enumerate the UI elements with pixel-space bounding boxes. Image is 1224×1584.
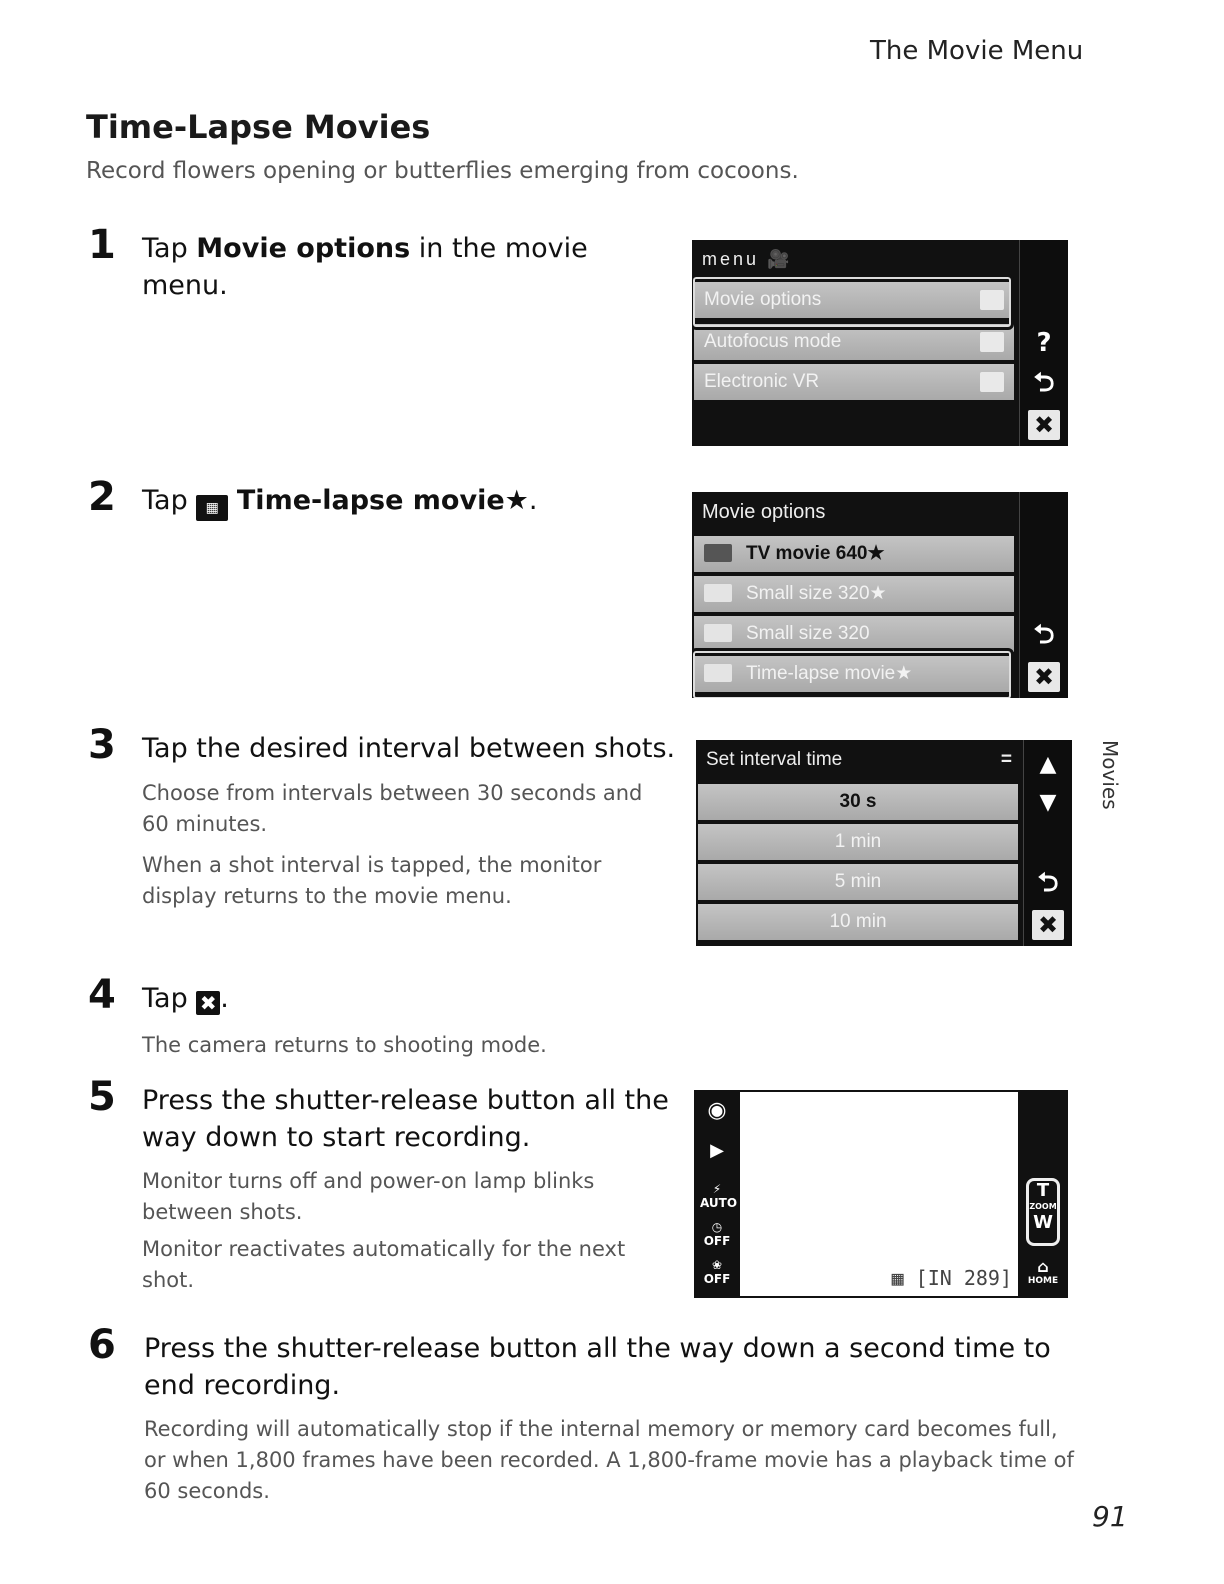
- zoom-tele-icon: T: [1036, 1180, 1050, 1201]
- step-2-heading: [142, 482, 622, 521]
- frame-counter: [892, 1266, 1012, 1290]
- time-lapse-icon: ▦: [891, 1266, 904, 1290]
- step-4-heading: [142, 980, 542, 1017]
- step-3-body-para-2: When a shot interval is tapped, the monitor display returns to the movie menu.: [142, 853, 602, 908]
- page-number: 91: [1092, 1500, 1128, 1533]
- flash-auto-icon[interactable]: ⚡ AUTO: [700, 1182, 738, 1210]
- playback-icon[interactable]: ▶: [710, 1140, 724, 1161]
- step-6-heading: Press the shutter-release button all the way down a second time to end recording.: [144, 1333, 1051, 1401]
- screen-sidebar: [1023, 740, 1072, 946]
- menu-item-label: Movie options: [704, 289, 822, 310]
- step-5-body-para-1: Monitor turns off and power-on lamp blinks between shots.: [142, 1169, 595, 1224]
- menu-title-text: menu: [702, 249, 760, 269]
- step-1-pre: Tap: [142, 233, 197, 264]
- back-icon[interactable]: ⮌: [1033, 368, 1055, 398]
- zoom-wide-icon: W: [1033, 1212, 1053, 1233]
- step-4-pre: Tap: [142, 983, 197, 1014]
- scroll-down-icon[interactable]: ▼: [1039, 790, 1057, 815]
- step-5-body-para-2: Monitor reactivates automatically for the next shot.: [142, 1237, 626, 1292]
- step-number-3: 3: [88, 722, 116, 768]
- shooting-right-column: [1020, 1090, 1068, 1298]
- step-number-4: 4: [88, 972, 116, 1018]
- macro-off-icon[interactable]: ❀ OFF: [703, 1258, 731, 1286]
- home-icon: ⌂: [1037, 1257, 1049, 1276]
- camera-screen-menu: [692, 240, 1068, 446]
- close-icon[interactable]: ✖: [1028, 410, 1060, 440]
- small-size-icon: [704, 624, 732, 642]
- menu-lines-icon: =: [1000, 749, 1012, 770]
- camera-screen-movie-options: [692, 492, 1068, 698]
- page-subtitle: Record flowers opening or butterflies emerging from cocoons.: [86, 158, 799, 184]
- step-number-6: 6: [88, 1322, 116, 1368]
- option-label: TV movie 640★: [746, 543, 885, 564]
- autofocus-icon: [980, 332, 1004, 352]
- running-header: The Movie Menu: [870, 36, 1084, 66]
- camera-screen-interval: [696, 740, 1072, 946]
- option-label: Time-lapse movie★: [746, 663, 913, 684]
- interval-1min[interactable]: 1 min: [698, 824, 1018, 860]
- tv-movie-icon: [704, 544, 732, 562]
- camera-screen-shooting: [694, 1090, 1068, 1298]
- home-button[interactable]: [1026, 1258, 1060, 1290]
- scroll-up-icon[interactable]: ▲: [1039, 752, 1057, 777]
- interval-30s[interactable]: 30 s: [698, 784, 1018, 820]
- close-icon: ✖: [196, 991, 220, 1015]
- movie-mode-icon[interactable]: ◉: [707, 1098, 727, 1123]
- step-2-post: .: [528, 485, 538, 516]
- step-number-2: 2: [88, 474, 116, 520]
- step-1-bold: Movie options: [196, 233, 411, 264]
- viewfinder: [740, 1092, 1018, 1296]
- step-2-bold: Time-lapse movie★: [236, 485, 529, 516]
- home-label: HOME: [1027, 1276, 1059, 1286]
- selection-highlight: [692, 648, 1014, 698]
- back-icon[interactable]: ⮌: [1033, 620, 1055, 650]
- shooting-left-column: [694, 1090, 740, 1298]
- step-2-pre: Tap: [142, 485, 197, 516]
- step-3-body: [142, 778, 662, 912]
- interval-title-text: Set interval time: [706, 749, 843, 770]
- menu-item-label: Autofocus mode: [704, 331, 842, 352]
- step-4-post: .: [220, 983, 229, 1014]
- step-1-heading: [142, 230, 622, 304]
- side-tab-label: Movies: [1098, 740, 1122, 810]
- step-3-heading: Tap the desired interval between shots.: [142, 733, 676, 764]
- interval-10min[interactable]: 10 min: [698, 904, 1018, 940]
- screen-sidebar: [1019, 492, 1068, 698]
- option-small-size-320-star[interactable]: [694, 576, 1014, 612]
- time-lapse-icon: ▦: [196, 495, 228, 521]
- step-5-body: [142, 1166, 642, 1296]
- self-timer-off-icon[interactable]: ◷ OFF: [703, 1220, 731, 1248]
- step-6-body: Recording will automatically stop if the internal memory or memory card becomes full, or when 1,800 frames have been recorded. A 1,800-frame movie has a playback time of 60 seconds.: [144, 1417, 1074, 1503]
- flash-auto-label: AUTO: [700, 1196, 738, 1210]
- step-number-1: 1: [88, 222, 116, 268]
- step-1-post: in the movie menu.: [142, 233, 588, 301]
- menu-item-electronic-vr[interactable]: [694, 364, 1014, 400]
- close-icon[interactable]: ✖: [1028, 662, 1060, 692]
- frame-counter-value: [IN 289]: [915, 1266, 1012, 1290]
- self-timer-label: OFF: [703, 1234, 731, 1248]
- step-number-5: 5: [88, 1074, 116, 1120]
- zoom-label: ZOOM: [1029, 1202, 1057, 1211]
- help-icon[interactable]: ?: [1036, 328, 1052, 358]
- interval-5min[interactable]: 5 min: [698, 864, 1018, 900]
- page-title: Time-Lapse Movies: [86, 108, 431, 146]
- option-label: Small size 320★: [746, 583, 887, 604]
- zoom-control[interactable]: [1026, 1178, 1060, 1246]
- back-icon[interactable]: ⮌: [1037, 868, 1059, 898]
- step-5-heading: Press the shutter-release button all the way down to start recording.: [142, 1085, 669, 1153]
- option-small-size-320[interactable]: [694, 616, 1014, 652]
- section-side-tab: [1080, 740, 1140, 840]
- vr-icon: [980, 372, 1004, 392]
- small-size-icon: [704, 584, 732, 602]
- movie-camera-icon: 🎥: [767, 249, 793, 269]
- close-icon[interactable]: ✖: [1032, 910, 1064, 940]
- menu-item-label: Electronic VR: [704, 371, 820, 392]
- option-tv-movie-640[interactable]: [694, 536, 1014, 572]
- macro-label: OFF: [703, 1272, 731, 1286]
- step-3-body-para-1: Choose from intervals between 30 seconds and 60 minutes.: [142, 781, 643, 836]
- movie-options-title: Movie options: [702, 501, 826, 523]
- option-label: Small size 320: [746, 623, 870, 644]
- step-4-body: The camera returns to shooting mode.: [142, 1033, 547, 1057]
- interval-list: [696, 740, 1022, 946]
- screen-sidebar: [1019, 240, 1068, 446]
- selection-highlight: [692, 274, 1014, 330]
- menu-list: [692, 240, 1018, 446]
